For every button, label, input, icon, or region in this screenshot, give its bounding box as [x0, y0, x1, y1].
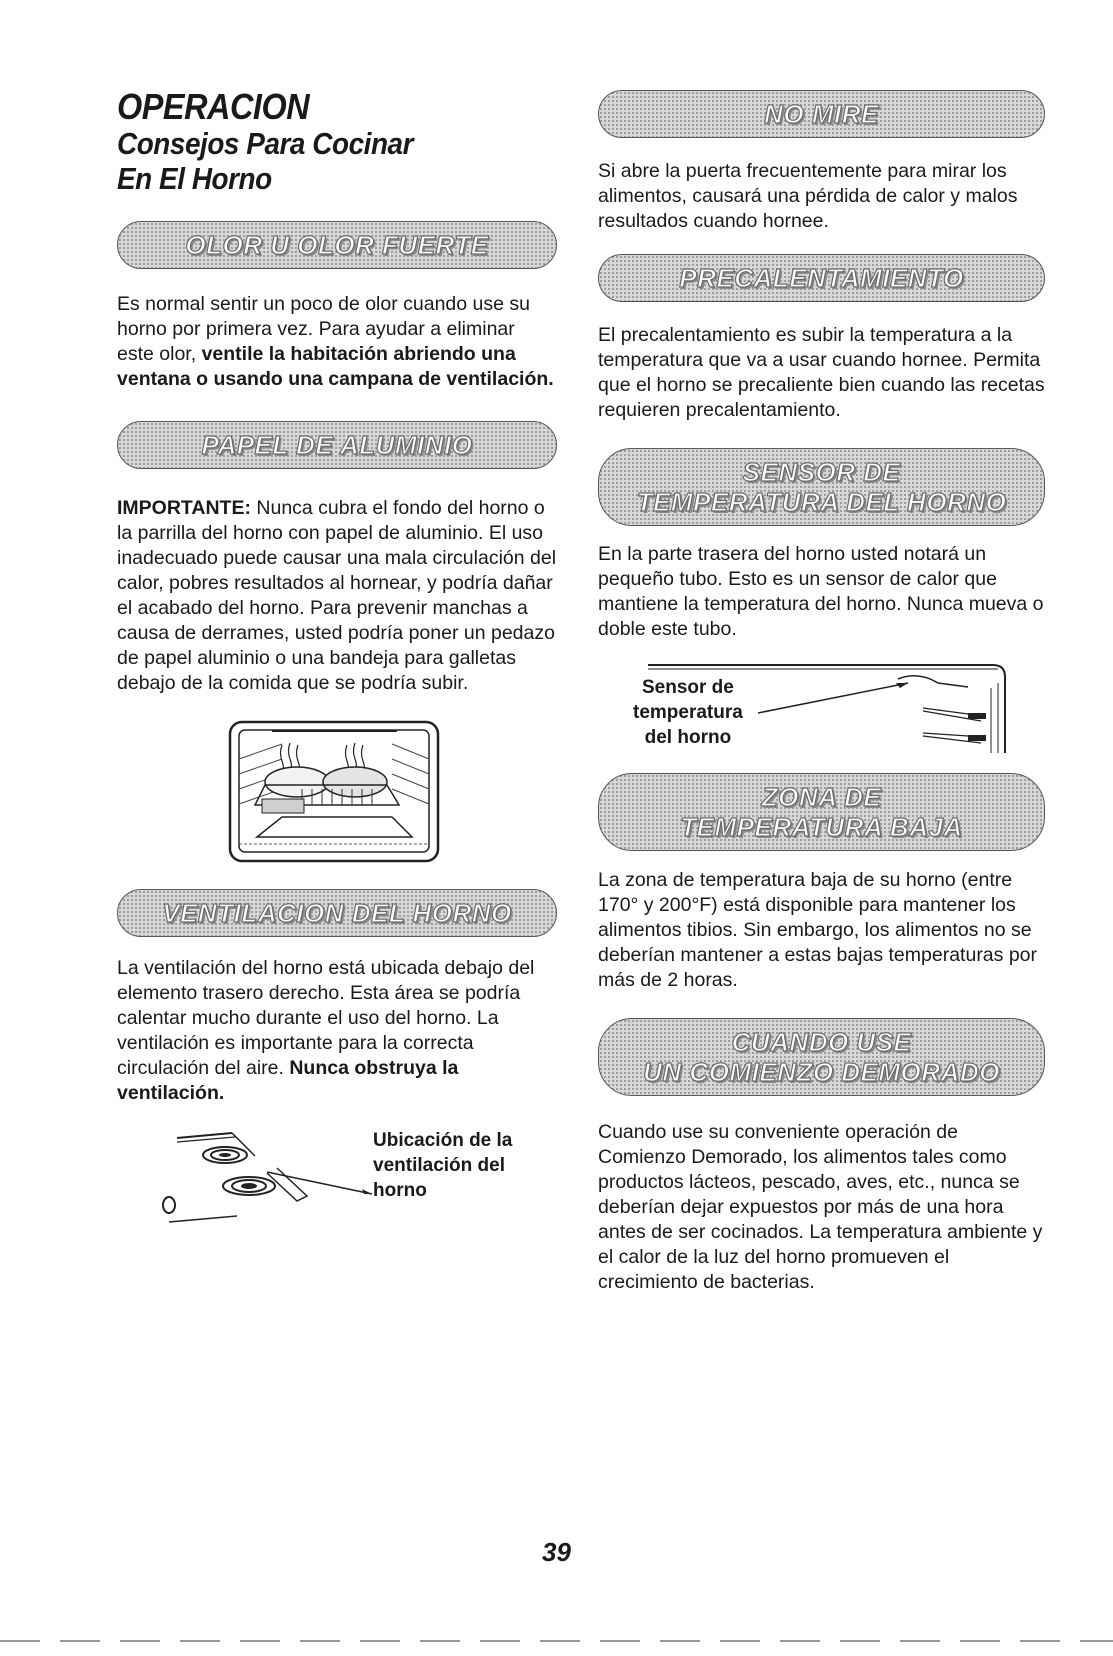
vent-callout-line2: ventilación del — [373, 1155, 505, 1176]
comienzo-text: Cuando use su conveniente operación de Comienzo Demorado, los alimentos tales como productos lácteos, pescado, aves, etc., nunca se deberían dejar expuestos por más de una hora antes de ser cocinados. La temperatura ambiente y el calor de la luz del horno promueven el crecimiento de bacterias. — [598, 1121, 1043, 1293]
banner-sensor-line1: SENSOR DE — [742, 457, 901, 487]
banner-precalentamiento-label: PRECALENTAMIENTO — [679, 263, 964, 293]
sensor-callout-line2: temperatura — [633, 702, 743, 723]
banner-no-mire — [598, 90, 1045, 138]
page-subtitle-line2: En El Horno — [117, 161, 272, 196]
banner-zona-line2: TEMPERATURA BAJA — [680, 812, 963, 842]
page-number: 39 — [542, 1537, 571, 1567]
no-mire-text: Si abre la puerta frecuentemente para mirar los alimentos, causará una pérdida de calor y malos resultados cuando hornee. — [598, 160, 1018, 232]
olor-text-normal: Es normal sentir un poco de olor cuando use su horno por primera vez. Para ayudar a eliminar este olor, — [117, 293, 530, 365]
olor-text — [117, 292, 557, 392]
banner-ventilacion-label: VENTILACION DEL HORNO — [162, 898, 512, 928]
vent-callout — [373, 1128, 512, 1203]
banner-papel — [117, 421, 557, 469]
banner-sensor — [598, 448, 1045, 526]
banner-precalentamiento — [598, 254, 1045, 302]
sensor-callout-line1: Sensor de — [641, 677, 734, 698]
oven-rack-icon — [227, 719, 441, 864]
ventilacion-text — [117, 956, 557, 1106]
page-bottom-edge — [0, 1640, 1113, 1642]
banner-zona — [598, 773, 1045, 851]
vent-callout-line1: Ubicación de la — [373, 1130, 513, 1151]
page-subtitle-line1: Consejos Para Cocinar — [117, 126, 414, 161]
oven-illustration — [227, 719, 441, 864]
page-title: OPERACION — [117, 86, 310, 127]
vent-location-figure — [117, 1128, 557, 1223]
banner-papel-label: PAPEL DE ALUMINIO — [201, 430, 473, 460]
vent-callout-line3: horno — [373, 1180, 427, 1201]
banner-olor — [117, 221, 557, 269]
temperature-sensor-icon — [598, 663, 1045, 753]
sensor-figure — [598, 663, 1045, 753]
precalentamiento-text: El precalentamiento es subir la temperatura a la temperatura que va a usar cuando hornee. Permita que el horno se precaliente bien cuando las recetas requieren precalentamiento. — [598, 324, 1045, 421]
banner-sensor-line2: TEMPERATURA DEL HORNO — [636, 487, 1007, 517]
banner-comienzo-line2: UN COMIENZO DEMORADO — [643, 1057, 1000, 1087]
papel-text — [117, 496, 557, 696]
banner-zona-line1: ZONA DE — [761, 782, 882, 812]
banner-comienzo — [598, 1018, 1045, 1096]
banner-ventilacion — [117, 889, 557, 937]
ventilacion-text-bold: Nunca obstruya la ventilación. — [117, 1057, 459, 1104]
olor-text-bold: ventile la habitación abriendo una ventana o usando una campana de ventilación. — [117, 343, 554, 390]
ventilacion-text-normal: La ventilación del horno está ubicada debajo del elemento trasero derecho. Esta área se podría calentar mucho durante el uso del horno. La ventilación es importante para la correcta circulación del aire. — [117, 957, 535, 1079]
banner-comienzo-line1: CUANDO USE — [731, 1027, 912, 1057]
papel-text-normal: Nunca cubra el fondo del horno o la parrilla del horno con papel de aluminio. El uso inadecuado puede causar una mala circulación del calor, pobres resultados al hornear, y podría dañar el acabado del horno. Para prevenir manchas a causa de derrames, usted podría poner un pedazo de papel aluminio o una bandeja para galletas debajo de la comida que se podría subir. — [117, 497, 557, 694]
papel-label-bold: IMPORTANTE: — [117, 497, 251, 519]
sensor-callout-line3: del horno — [644, 727, 732, 748]
sensor-text: En la parte trasera del horno usted notará un pequeño tubo. Esto es un sensor de calor que mantiene la temperatura del horno. Nunca mueva o doble este tubo. — [598, 543, 1044, 640]
banner-olor-label: OLOR U OLOR FUERTE — [185, 230, 489, 260]
banner-no-mire-label: NO MIRE — [764, 99, 879, 129]
left-column — [117, 88, 557, 1223]
right-column — [598, 90, 1045, 1295]
zona-text: La zona de temperatura baja de su horno (entre 170° y 200°F) está disponible para mantener los alimentos tibios. Sin embargo, los alimentos no se deberían mantener a estas bajas temperaturas por más de 2 horas. — [598, 869, 1038, 991]
